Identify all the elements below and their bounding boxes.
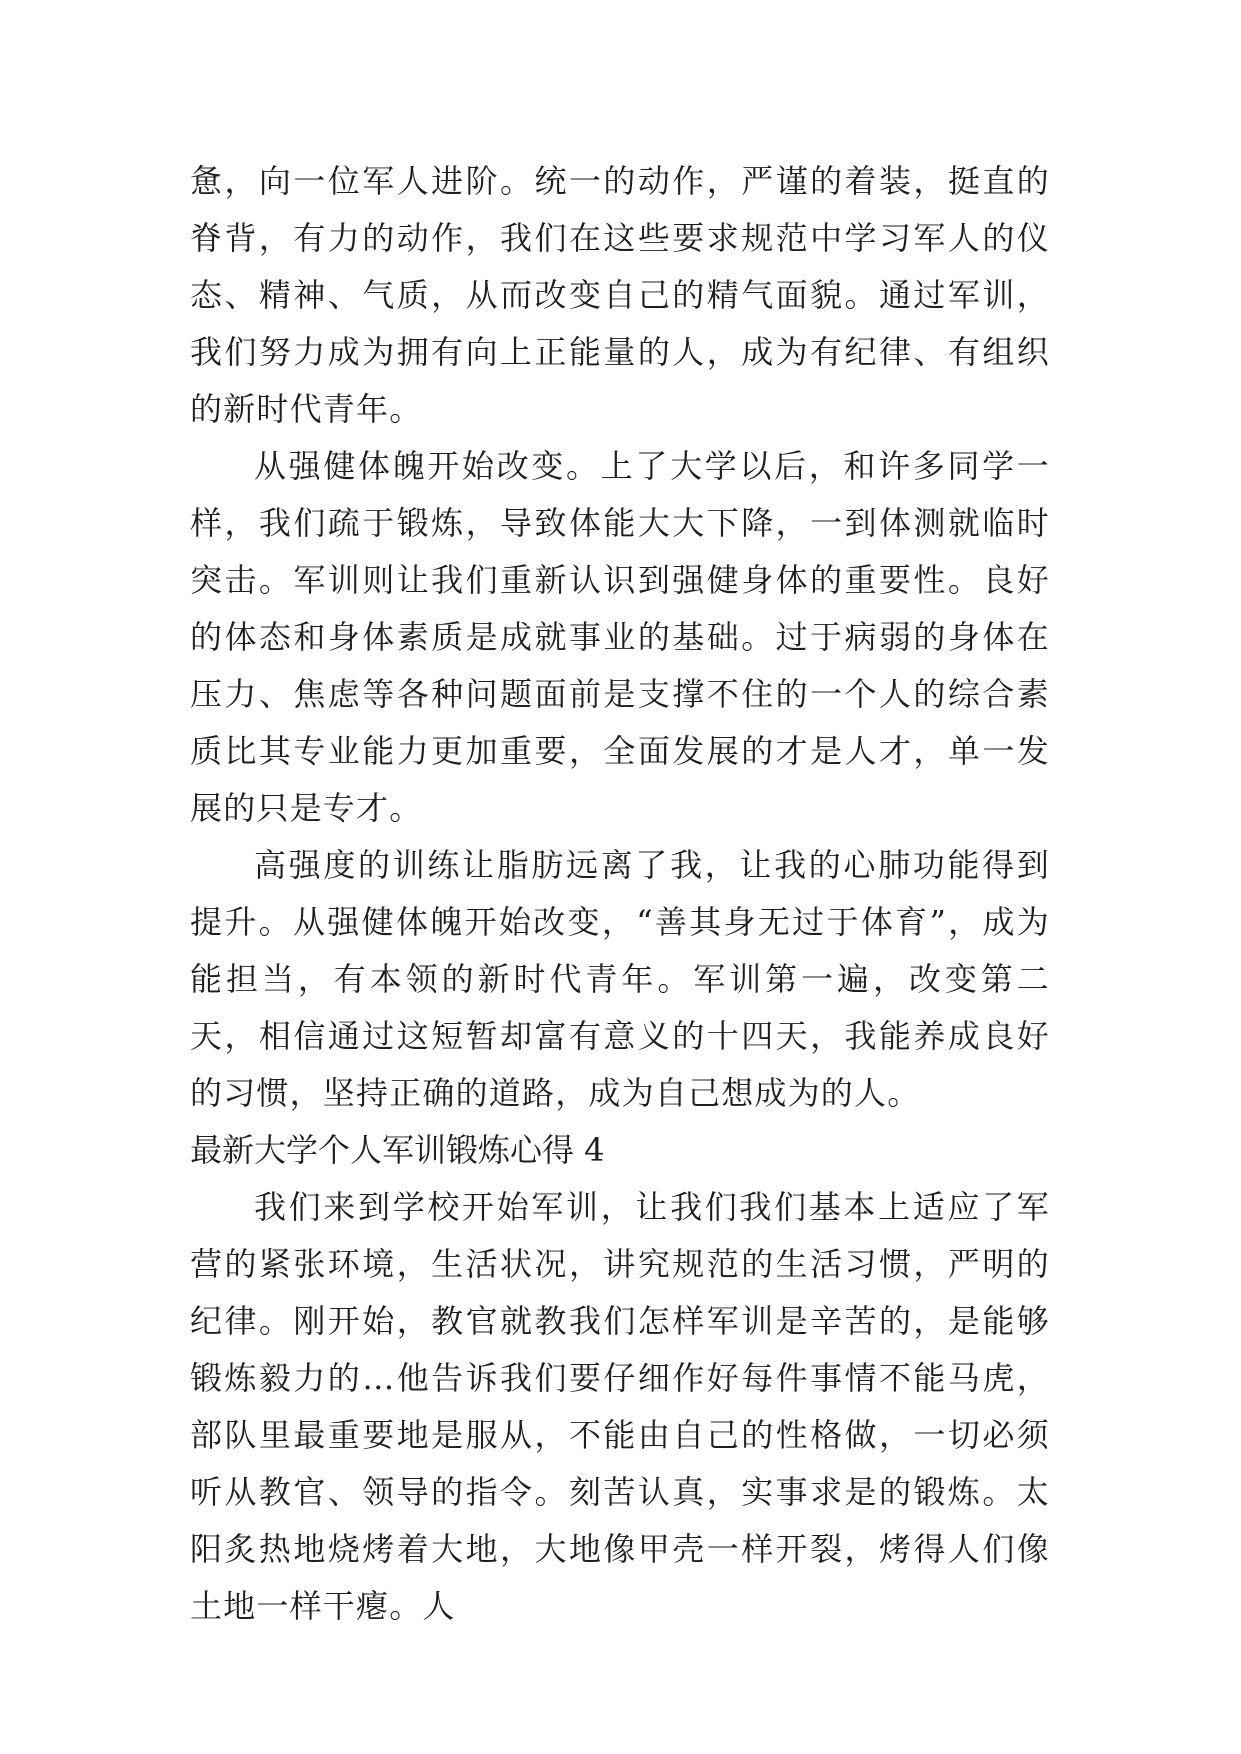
paragraph-section-4: 我们来到学校开始军训，让我们我们基本上适应了军营的紧张环境，生活状况，讲究规范的生活习惯，严明的纪律。刚开始，教官就教我们怎样军训是辛苦的，是能够锻炼毅力的…他告诉我们要仔细作好每件事情不能马虎，部队里最重要地是服从，不能由自己的性格做，一切必须听从教官、领导的指令。刻苦认真，实事求是的锻炼。太阳炙热地烧烤着大地，大地像甲壳一样开裂，烤得人们像土地一样干瘪。人 — [190, 1188, 1050, 1625]
section-heading: 最新大学个人军训锻炼心得 4 — [190, 1131, 605, 1169]
document-body — [190, 153, 1050, 1635]
paragraph-physical-fitness: 从强健体魄开始改变。上了大学以后，和许多同学一样，我们疏于锻炼，导致体能大大下降，一到体测就临时突击。军训则让我们重新认识到强健身体的重要性。良好的体态和身体素质是成就事业的基础。过于病弱的身体在压力、焦虑等各种问题面前是支撑不住的一个人的综合素质比其专业能力更加重要，全面发展的才是人才，单一发展的只是专才。 — [190, 447, 1050, 827]
paragraph-training-results: 高强度的训练让脂肪远离了我，让我的心肺功能得到提升。从强健体魄开始改变，“善其身无过于体育”，成为能担当，有本领的新时代青年。军训第一遍，改变第二天，相信通过这短暂却富有意义的十四天，我能养成良好的习惯，坚持正确的道路，成为自己想成为的人。 — [190, 846, 1050, 1112]
paragraph-continuation: 惫，向一位军人进阶。统一的动作，严谨的着装，挺直的脊背，有力的动作，我们在这些要求规范中学习军人的仪态、精神、气质，从而改变自己的精气面貌。通过军训，我们努力成为拥有向上正能量的人，成为有纪律、有组织的新时代青年。 — [190, 162, 1050, 428]
